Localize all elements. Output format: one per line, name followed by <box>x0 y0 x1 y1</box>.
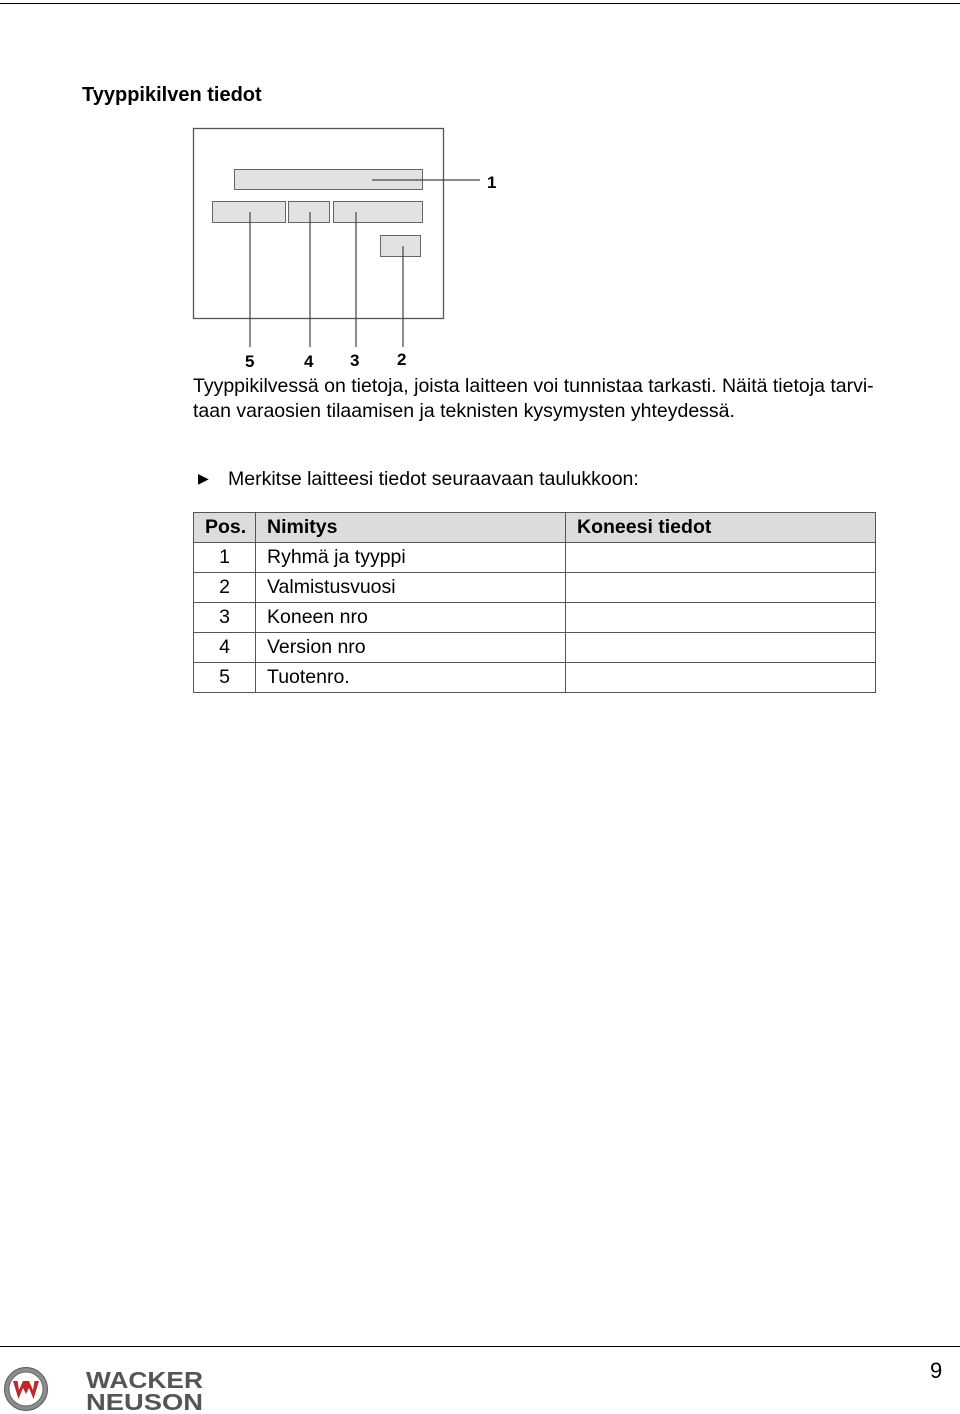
header-machine-data: Koneesi tiedot <box>566 513 876 543</box>
table-header-row <box>194 513 876 543</box>
callout-2: 2 <box>397 350 407 369</box>
header-name: Nimitys <box>256 513 566 543</box>
section-title: Tyyppikilven tiedot <box>82 84 262 106</box>
nameplate-diagram <box>0 0 960 380</box>
nameplate-outline <box>194 129 444 319</box>
page-number: 9 <box>930 1358 943 1383</box>
row-name: Version nro <box>256 633 566 663</box>
instruction-text: Merkitse laitteesi tiedot seuraavaan taulukkoon: <box>228 468 639 490</box>
row-name: Tuotenro. <box>256 663 566 693</box>
wacker-neuson-logo <box>86 1368 208 1412</box>
row-name: Ryhmä ja tyyppi <box>256 543 566 573</box>
callout-5: 5 <box>245 352 255 371</box>
row-pos: 4 <box>194 633 256 663</box>
callout-1: 1 <box>487 173 497 192</box>
nameplate-field-2 <box>381 236 421 257</box>
footer-rule <box>0 1346 960 1347</box>
table-row <box>194 603 876 633</box>
instruction-line <box>198 468 639 491</box>
logo-wacker: WACKER <box>86 1368 204 1393</box>
nameplate-field-5 <box>213 202 286 223</box>
row-name: Valmistusvuosi <box>256 573 566 603</box>
row-value-cell[interactable] <box>566 633 876 663</box>
wacker-neuson-emblem-icon <box>3 1366 49 1412</box>
intro-line-1: Tyyppikilvessä on tietoja, joista laitteen voi tunnistaa tarkasti. Näitä tietoja tarvi- <box>193 375 874 397</box>
nameplate-field-3 <box>334 202 423 223</box>
row-pos: 2 <box>194 573 256 603</box>
table-row <box>194 573 876 603</box>
intro-paragraph <box>193 374 953 424</box>
row-pos: 3 <box>194 603 256 633</box>
header-pos: Pos. <box>194 513 256 543</box>
intro-line-2: taan varaosien tilaamisen ja teknisten kysymysten yhteydessä. <box>193 400 735 422</box>
table-row <box>194 663 876 693</box>
row-pos: 1 <box>194 543 256 573</box>
callout-3: 3 <box>350 351 360 370</box>
row-pos: 5 <box>194 663 256 693</box>
table-row <box>194 633 876 663</box>
row-value-cell[interactable] <box>566 543 876 573</box>
row-value-cell[interactable] <box>566 603 876 633</box>
row-name: Koneen nro <box>256 603 566 633</box>
logo-neuson: NEUSON <box>86 1389 203 1412</box>
row-value-cell[interactable] <box>566 573 876 603</box>
nameplate-field-4 <box>289 202 330 223</box>
callout-4: 4 <box>304 352 314 371</box>
row-value-cell[interactable] <box>566 663 876 693</box>
triangle-bullet-icon: ▶ <box>198 470 209 486</box>
machine-info-table <box>193 512 876 693</box>
table-row <box>194 543 876 573</box>
